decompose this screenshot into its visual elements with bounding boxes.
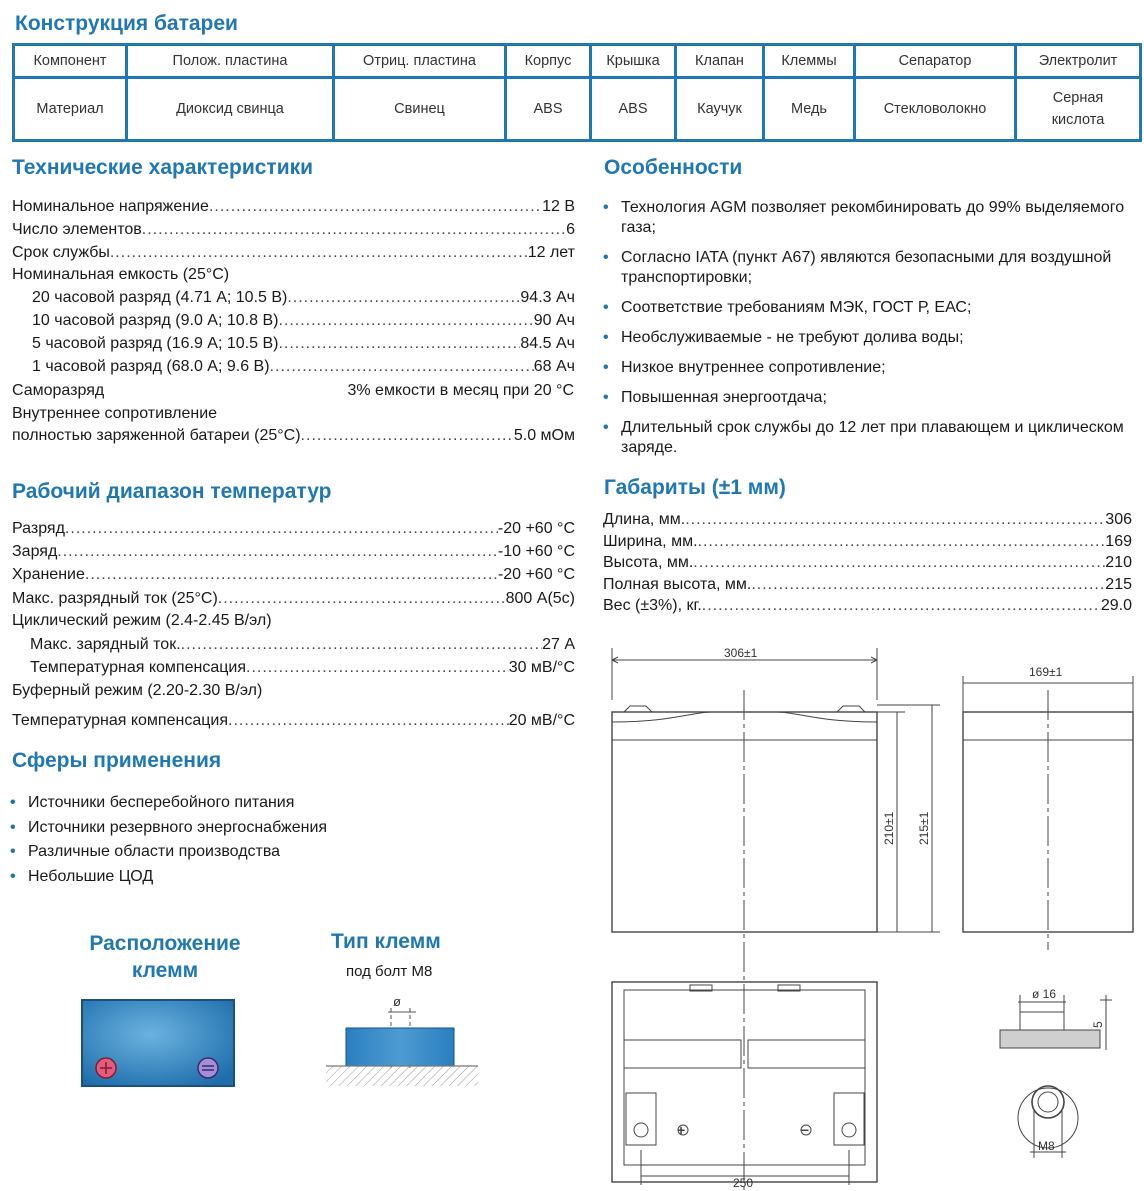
dim-width-label: 169±1 — [1029, 665, 1063, 679]
table-cell: Медь — [764, 78, 855, 141]
table-header-cell: Крышка — [591, 45, 676, 78]
table-cell: Стекловолокно — [855, 78, 1016, 141]
table-header-cell: Корпус — [506, 45, 591, 78]
terminal-type-subtitle: под болт М8 — [346, 963, 433, 980]
spec-value: 84.5 Ач — [520, 335, 575, 352]
construction-title: Конструкция батареи — [15, 12, 238, 35]
list-item: • Небольшие ЦОД — [10, 865, 327, 890]
spec-label: полностью заряженной батареи (25°С) — [12, 427, 301, 444]
spec-value: -10 +60 °С — [497, 543, 575, 560]
spec-label: Срок службы — [12, 244, 110, 261]
table-header-cell: Полож. пластина — [127, 45, 334, 78]
list-item: • Согласно IATA (пункт А67) являются безопасными для воздушной транспортировки; — [603, 248, 1139, 288]
spec-label: Число элементов — [12, 221, 142, 238]
terminal-layout-title-line2: клемм — [131, 959, 199, 982]
spec-value: 5.0 мОм — [513, 427, 575, 444]
table-header-cell: Компонент — [14, 45, 127, 78]
dim-height-label: 210±1 — [882, 811, 896, 845]
spec-value: 20 мВ/°С — [508, 712, 575, 729]
spec-label: Заряд — [12, 543, 58, 560]
table-cell: Материал — [14, 78, 127, 141]
resistance-header: Внутреннее сопротивление — [12, 405, 218, 422]
dim-bolt-label: М8 — [1038, 1139, 1055, 1153]
table-cell: Диоксид свинца — [127, 78, 334, 141]
table-cell: ABS — [591, 78, 676, 141]
table-cell: Каучук — [676, 78, 764, 141]
spec-value: 6 — [566, 221, 575, 238]
spec-label: Высота, мм. — [603, 554, 694, 571]
list-item: • Соответствие требованиям МЭК, ГОСТ Р, ЕАС; — [603, 298, 1139, 318]
spec-value: 800 А(5с) — [505, 590, 575, 607]
spec-value: 90 Ач — [533, 312, 575, 329]
table-cell: Серная кислота — [1016, 78, 1141, 141]
diameter-label: ø — [393, 994, 401, 1009]
spec-value: 12 В — [542, 198, 575, 215]
terminal-detail — [1000, 995, 1112, 1158]
spec-value: 94.3 Ач — [520, 289, 575, 306]
spec-label: Ширина, мм. — [603, 533, 698, 550]
spec-label: 10 часовой разряд (9.0 А; 10.8 В) — [32, 312, 279, 329]
list-item: • Повышенная энергоотдача; — [603, 388, 1139, 408]
dim-terminal-height-label: 5 — [1091, 1021, 1105, 1028]
spec-label: Температурная компенсация — [12, 712, 228, 729]
features-title: Особенности — [604, 156, 743, 179]
terminal-type-title: Тип клемм — [331, 930, 441, 953]
spec-label: Хранение — [12, 566, 85, 583]
cyclic-header: Циклический режим (2.4-2.45 В/эл) — [12, 612, 272, 629]
spec-value: 12 лет — [527, 244, 575, 261]
spec-value: -20 +60 °С — [497, 520, 575, 537]
capacity-header: Номинальная емкость (25°С) — [12, 266, 230, 283]
table-header-cell: Клапан — [676, 45, 764, 78]
specs-title: Технические характеристики — [12, 156, 314, 179]
list-item: • Длительный срок службы до 12 лет при плавающем и циклическом заряде. — [603, 418, 1139, 458]
list-item: • Необслуживаемые - не требуют долива воды; — [603, 328, 1139, 348]
spec-value: 306 — [1105, 511, 1132, 528]
spec-value: -20 +60 °С — [497, 566, 575, 583]
self-discharge-label: Саморазряд — [12, 382, 105, 399]
spec-value: 210 — [1105, 554, 1132, 571]
list-item: • Технология AGM позволяет рекомбинировать до 99% выделяемого газа; — [603, 198, 1139, 238]
front-view — [612, 648, 940, 1190]
spec-label: 5 часовой разряд (16.9 А; 10.5 В) — [32, 335, 279, 352]
table-header-cell: Электролит — [1016, 45, 1141, 78]
applications-title: Сферы применения — [12, 749, 222, 772]
table-header-cell: Сепаратор — [855, 45, 1016, 78]
spec-value: 27 А — [542, 636, 575, 653]
temps-title: Рабочий диапазон температур — [12, 480, 332, 503]
top-positive-mark: + — [677, 1122, 686, 1138]
dim-length-label: 306±1 — [724, 646, 758, 660]
spec-label: Разряд — [12, 520, 65, 537]
self-discharge-value: 3% емкости в месяц при 20 °С — [347, 382, 574, 399]
spec-label: Макс. зарядный ток. — [30, 636, 181, 653]
dim-full-height-label: 215±1 — [917, 811, 931, 845]
spec-value: 30 мВ/°С — [508, 659, 575, 676]
spec-value: 215 — [1105, 576, 1132, 593]
list-item: • Низкое внутреннее сопротивление; — [603, 358, 1139, 378]
terminal-layout-title-line1: Расположение — [89, 932, 241, 955]
spec-label: Макс. разрядный ток (25°С) — [12, 590, 218, 607]
dimensions-title: Габариты (±1 мм) — [604, 476, 786, 499]
spec-label: Полная высота, мм. — [603, 576, 752, 593]
buffer-header: Буферный режим (2.20-2.30 В/эл) — [12, 682, 263, 699]
table-cell: ABS — [506, 78, 591, 141]
list-item: • Источники бесперебойного питания — [10, 791, 327, 816]
list-item: • Источники резервного энергоснабжения — [10, 816, 327, 841]
dim-terminal-diam-label: ø 16 — [1032, 987, 1057, 1001]
dim-terminal-spacing-label: 250 — [733, 1176, 754, 1190]
spec-label: 1 часовой разряд (68.0 А; 9.6 В) — [32, 358, 270, 375]
side-view — [963, 676, 1133, 950]
spec-value: 169 — [1105, 533, 1132, 550]
spec-label: 20 часовой разряд (4.71 А; 10.5 В) — [32, 289, 288, 306]
spec-label: Длина, мм. — [603, 511, 686, 528]
table-header-cell: Отриц. пластина — [334, 45, 506, 78]
spec-value: 29.0 — [1100, 597, 1132, 614]
spec-label: Вес (±3%), кг. — [603, 597, 702, 614]
table-cell: Свинец — [334, 78, 506, 141]
spec-value: 68 Ач — [533, 358, 575, 375]
list-item: • Различные области производства — [10, 840, 327, 865]
top-negative-mark: − — [801, 1122, 810, 1138]
spec-label: Номинальное напряжение — [12, 198, 209, 215]
table-header-cell: Клеммы — [764, 45, 855, 78]
spec-label: Температурная компенсация — [30, 659, 246, 676]
